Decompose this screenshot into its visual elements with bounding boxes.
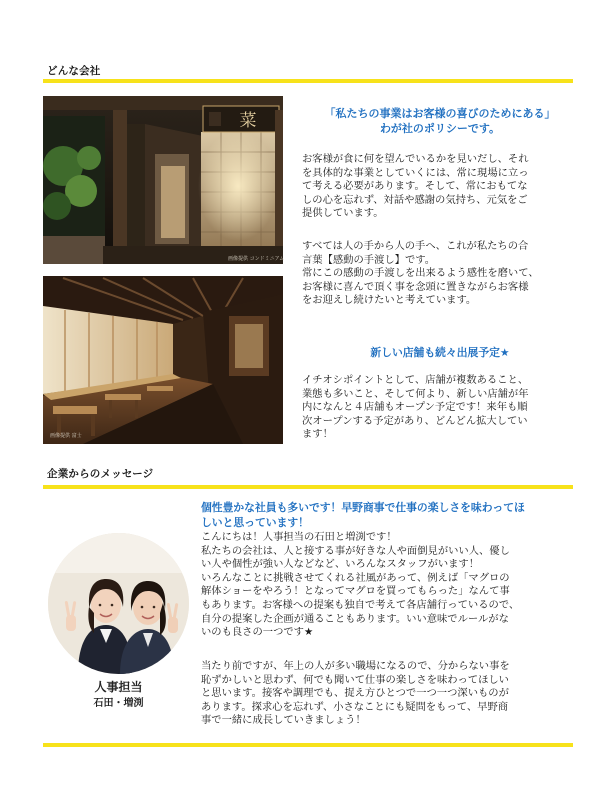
restaurant-interior-photo (43, 276, 283, 444)
restaurant-entrance-photo (43, 96, 283, 264)
text-line: 提供しています。 (302, 207, 384, 220)
photo-caption: 画像提供 コンドミニアム (228, 256, 285, 262)
section-divider (43, 485, 573, 489)
text-line: 当たり前ですが、年上の人が多い職場になるので、分からない事を (201, 660, 510, 672)
message-heading-line: しいと思っています！ (201, 516, 309, 529)
message-paragraph-2 (201, 660, 510, 728)
restaurant-sign: 菜 (239, 111, 257, 131)
text-line: 業態も多いこと、そして何より、新しい店舗が年 (302, 387, 529, 400)
text-line: 私たちの会社は、人と接する事が好きな人や面倒見がいい人、優し (201, 544, 510, 557)
text-line: 解体ショーをやろう！となってマグロを買ってもらった」なんて事 (201, 585, 510, 598)
policy-heading (300, 106, 580, 136)
bottom-divider (43, 743, 573, 747)
message-heading-line: 個性豊かな社員も多いです！早野商事で仕事の楽しさを味わってほ (201, 501, 525, 514)
text-line: 内になんと４店舗もオープン予定です！来年も順 (302, 401, 528, 414)
restaurant-interior-illustration (43, 276, 283, 444)
policy-line: 「私たちの事業はお客様の喜びのためにある」 (324, 107, 556, 120)
text-line: 恥ずかしいと思わず、何でも聞いて仕事の楽しさを味わってほしい (201, 673, 509, 686)
section-divider (43, 79, 573, 83)
text-line: いのも良さの一つです★ (201, 626, 314, 639)
message-heading (201, 500, 525, 530)
text-line: て考える必要があります。そして、常におもてな (302, 180, 528, 193)
intro-paragraph (302, 153, 529, 221)
text-line: 自分の提案した企画が通ることもあります。いい意味でルールがな (201, 612, 509, 625)
policy-line: わが社のポリシーです。 (379, 122, 501, 135)
handover-paragraph (302, 240, 539, 308)
text-line: い人や個性が強い人などなど、いろんなスタッフがいます！ (201, 558, 480, 571)
staff-illustration (48, 533, 189, 674)
photo-caption: 画像提供 富士 (50, 433, 82, 439)
text-line: 事で一緒に成長していきましょう！ (201, 714, 366, 727)
section-title-message: 企業からのメッセージ (47, 468, 154, 480)
new-stores-paragraph (302, 374, 529, 442)
section-title-company: どんな会社 (47, 65, 101, 77)
message-paragraph-1 (201, 531, 519, 640)
text-line: イチオシポイントとして、店舗が複数あること、 (302, 374, 529, 386)
text-line: 次オープンする予定があり、どんどん拡大してい (302, 414, 528, 427)
text-line: 常にこの感動の手渡しを出来るよう感性を磨いて、 (302, 267, 539, 280)
text-line: をお迎えし続けたいと考えています。 (302, 294, 477, 307)
text-line: あります。探求心を忘れず、小さなことにも疑問をもって、早野商 (201, 700, 509, 713)
text-line: しの心を忘れず、対話や感謝の気持ち、元気をご (302, 193, 528, 206)
text-line: お客様に喜んで頂く事を念頭に置きながらお客様 (302, 280, 529, 293)
text-line: ます！ (302, 428, 333, 441)
staff-names: 石田・増渕 (93, 698, 144, 709)
text-line: 言葉【感動の手渡し】です。 (302, 253, 436, 266)
text-line: いろんなことに挑戦させてくれる社風があって、例えば「マグロの (201, 571, 510, 584)
staff-photo (48, 533, 189, 674)
text-line: すべては人の手から人の手へ、これが私たちの合 (302, 240, 529, 252)
text-line: お客様が食に何を望んでいるかを見いだし、それ (302, 153, 529, 165)
text-line: こんにちは！人事担当の石田と増渕です！ (201, 531, 397, 543)
text-line: もあります。お客様への提案も独自で考えて各店舗行っているので、 (201, 598, 520, 611)
text-line: を具体的な事業としていくには、常に現場に立っ (302, 166, 529, 179)
new-stores-heading: 新しい店舗も続々出展予定★ (370, 346, 510, 359)
restaurant-entrance-illustration (43, 96, 283, 264)
text-line: と思います。接客や調理でも、捉え方ひとつで一つ一つ深いものが (201, 687, 509, 700)
staff-role: 人事担当 (94, 680, 143, 694)
